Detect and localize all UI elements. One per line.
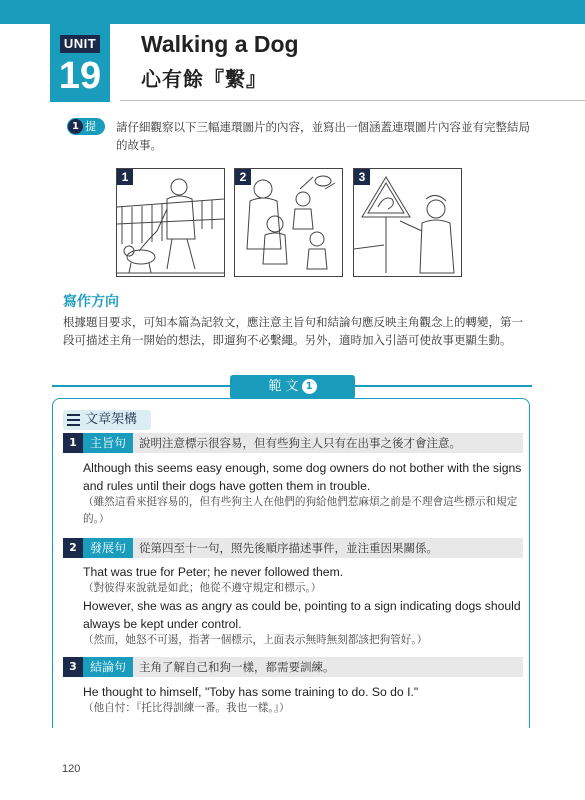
chinese-translation: （對彼得來說就是如此；他從不遵守規定和標示。） xyxy=(83,582,322,594)
section-description: 從第四至十一句，照先後順序描述事件，並注重因果關係。 xyxy=(139,541,438,555)
comic-panel-3 xyxy=(353,168,462,277)
page-number: 120 xyxy=(62,763,81,775)
writing-direction-text: 根據題目要求，可知本篇為記敘文，應注意主旨句和結論句應反映主角觀念上的轉變，第一段可描述主角一開始的想法，即遛狗不必繫繩。另外，適時加入引語可使故事更顯生動。 xyxy=(63,315,523,347)
chinese-translation: （他自忖：『托比得訓練一番。我也一樣。』） xyxy=(83,702,290,714)
chinese-translation: （然而，她怒不可遏，指著一個標示，上面表示無時無刻都該把狗管好。） xyxy=(83,634,428,646)
section-label: 發展句 xyxy=(83,538,133,558)
panel-3-illustration xyxy=(354,169,461,276)
comic-panels xyxy=(116,168,466,277)
comic-panel-2 xyxy=(234,168,343,277)
panel-number: 2 xyxy=(235,169,251,185)
hint-badge xyxy=(67,118,105,150)
example-label: 範 文 xyxy=(268,379,299,394)
section-number: 3 xyxy=(63,657,83,677)
example-tab xyxy=(230,375,355,399)
english-sentence: Although this seems easy enough, some dog owners do not bother with the signs and rules until their dogs have gotten them in trouble. xyxy=(83,461,522,493)
comic-panel-1 xyxy=(116,168,225,277)
unit-label: UNIT xyxy=(60,35,100,53)
hint-label: 提示 xyxy=(85,120,96,150)
section-label: 結論句 xyxy=(83,657,133,677)
english-sentence: However, she was as angry as could be, pointing to a sign indicating dogs should always be kept under control. xyxy=(83,599,521,631)
section-label: 主旨句 xyxy=(83,433,133,453)
panel-number: 1 xyxy=(117,169,133,185)
unit-number: 19 xyxy=(58,55,102,97)
section-description: 說明注意標示很容易，但有些狗主人只有在出事之後才會注意。 xyxy=(139,436,461,450)
hint-text: 請仔細觀察以下三幅連環圖片的內容，並寫出一個涵蓋連環圖片內容並有完整結局的故事。 xyxy=(116,120,530,152)
page-title-chinese: 心有餘『繫』 xyxy=(141,67,267,91)
structure-tag xyxy=(63,410,151,430)
english-sentence: He thought to himself, "Toby has some training to do. So do I." xyxy=(83,685,419,699)
title-divider xyxy=(120,100,585,101)
section-number: 1 xyxy=(63,433,83,453)
english-sentence: That was true for Peter; he never followed them. xyxy=(83,565,344,579)
section-bar-development xyxy=(63,538,523,558)
section-number: 2 xyxy=(63,538,83,558)
section-bar-topic xyxy=(63,433,523,453)
panel-2-illustration xyxy=(235,169,342,276)
writing-direction-heading: 寫作方向 xyxy=(63,294,119,310)
section-bar-conclusion xyxy=(63,657,523,677)
chinese-translation: （雖然這看來挺容易的，但有些狗主人在他們的狗給他們惹麻煩之前是不理會這些標示和規定的。） xyxy=(83,496,518,525)
hint-number: 1 xyxy=(68,119,83,134)
panel-1-illustration xyxy=(117,169,224,276)
section-description: 主角了解自己和狗一樣，都需要訓練。 xyxy=(139,660,335,674)
header-band xyxy=(0,0,585,24)
list-icon xyxy=(67,414,80,426)
example-number: 1 xyxy=(302,379,317,394)
page-title-english: Walking a Dog xyxy=(141,31,299,57)
panel-number: 3 xyxy=(354,169,370,185)
structure-label: 文章架構 xyxy=(85,412,138,427)
